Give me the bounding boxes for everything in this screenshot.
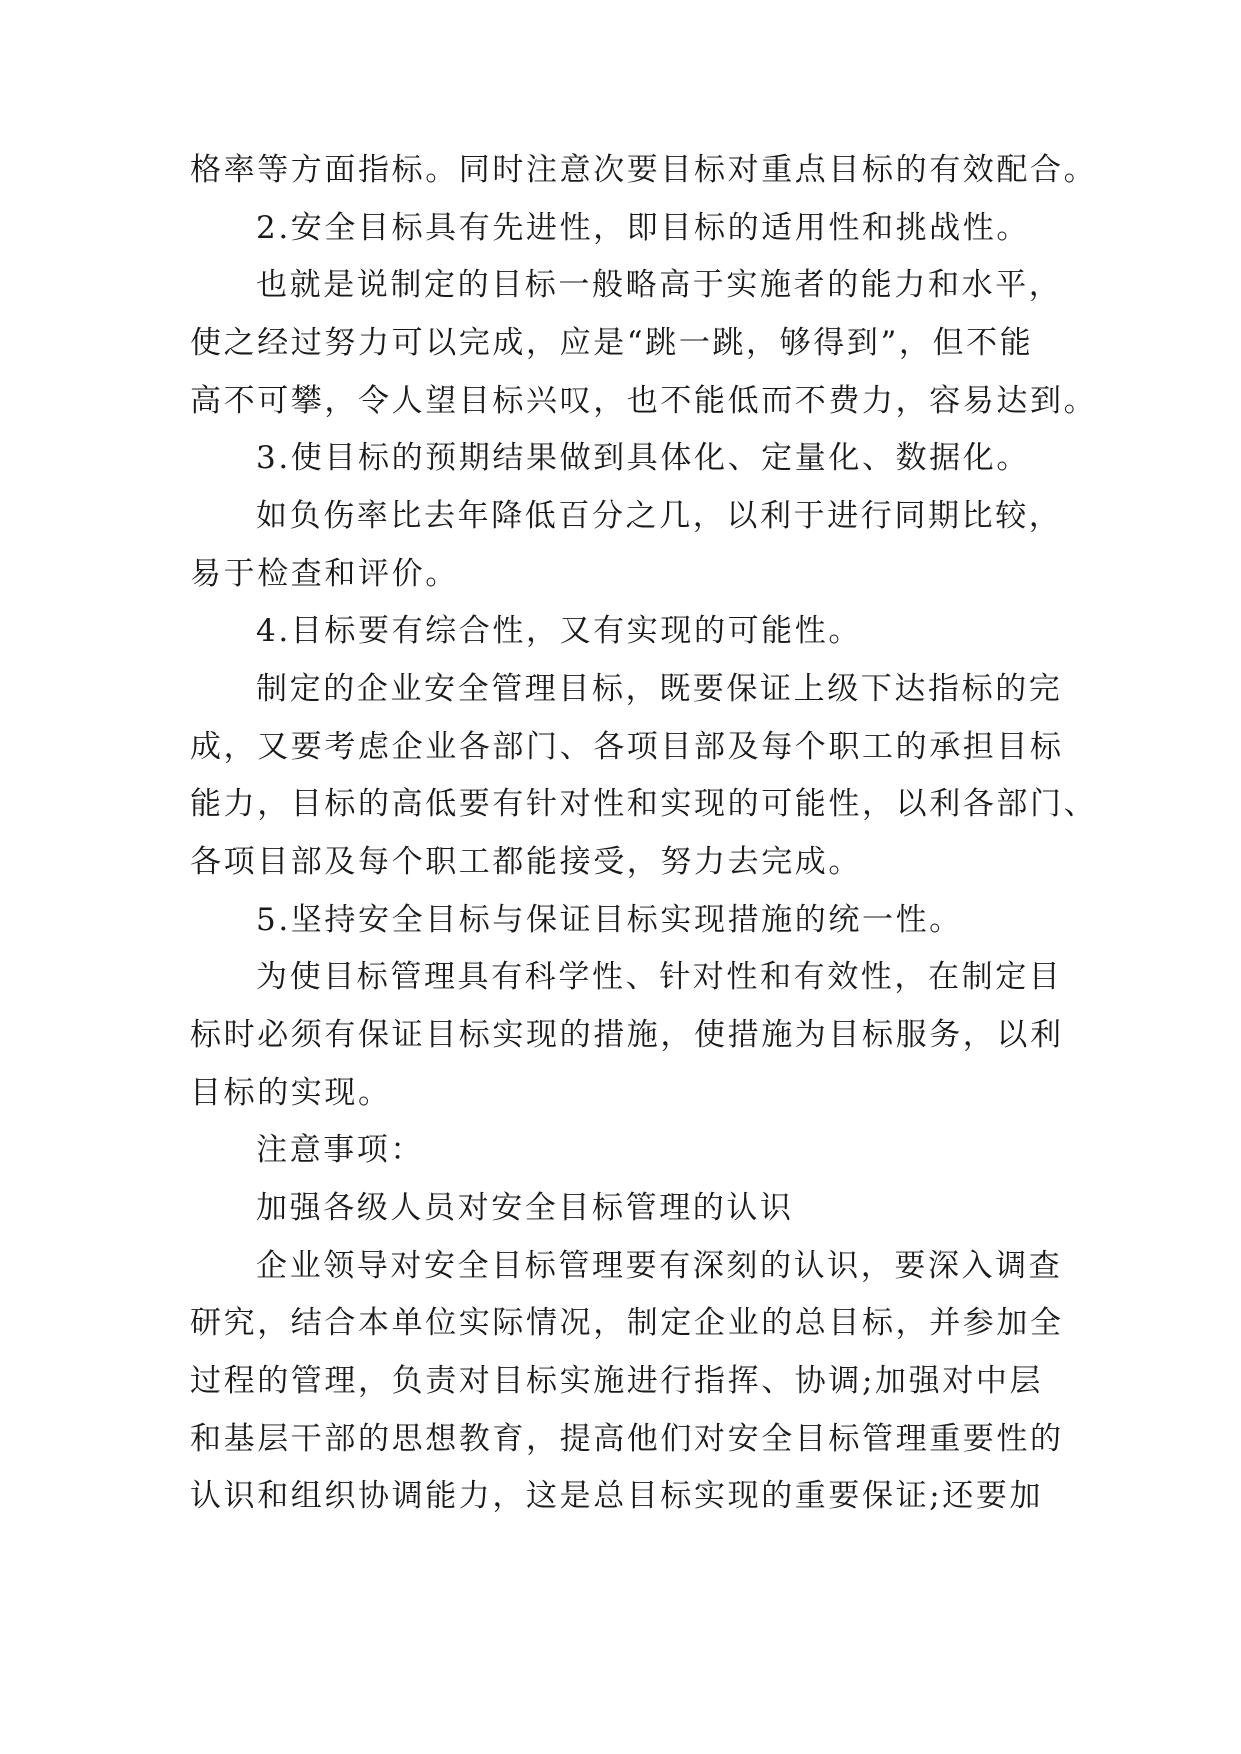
text-line: 为使目标管理具有科学性、针对性和有效性，在制定目 (256, 959, 1063, 995)
text-line: 如负伤率比去年降低百分之几，以利于进行同期比较， (256, 498, 1063, 534)
text-line: 高不可攀，令人望目标兴叹，也不能低而不费力，容易达到。 (190, 383, 1098, 419)
text-line: 各项目部及每个职工都能接受，努力去完成。 (190, 844, 862, 880)
section-label: 注意事项： (256, 1132, 424, 1168)
text-line: 成，又要考虑企业各部门、各项目部及每个职工的承担目标 (190, 729, 1064, 765)
numbered-heading: 4.目标要有综合性，又有实现的可能性。 (256, 613, 862, 649)
text-line: 能力，目标的高低要有针对性和实现的可能性，以利各部门、 (190, 786, 1098, 822)
text-line: 格率等方面指标。同时注意次要目标对重点目标的有效配合。 (190, 152, 1098, 188)
text-line: 标时必须有保证目标实现的措施，使措施为目标服务，以利 (190, 1017, 1064, 1053)
text-line: 研究，结合本单位实际情况，制定企业的总目标，并参加全 (190, 1305, 1064, 1341)
text-line: 和基层干部的思想教育，提高他们对安全目标管理重要性的 (190, 1421, 1064, 1457)
numbered-heading: 2.安全目标具有先进性，即目标的适用性和挑战性。 (256, 210, 1030, 246)
text-line: 制定的企业安全管理目标，既要保证上级下达指标的完 (256, 671, 1063, 707)
text-line: 企业领导对安全目标管理要有深刻的认识，要深入调查 (256, 1248, 1063, 1284)
section-heading: 加强各级人员对安全目标管理的认识 (256, 1190, 794, 1226)
text-line: 易于检查和评价。 (190, 556, 459, 592)
text-line: 也就是说制定的目标一般略高于实施者的能力和水平， (256, 267, 1063, 303)
text-line: 目标的实现。 (190, 1075, 392, 1111)
text-line: 认识和组织协调能力，这是总目标实现的重要保证;还要加 (190, 1478, 1044, 1514)
text-line: 过程的管理，负责对目标实施进行指挥、协调;加强对中层 (190, 1363, 1044, 1399)
numbered-heading: 5.坚持安全目标与保证目标实现措施的统一性。 (256, 902, 963, 938)
numbered-heading: 3.使目标的预期结果做到具体化、定量化、数据化。 (256, 440, 1030, 476)
text-line: 使之经过努力可以完成，应是“跳一跳，够得到”，但不能 (190, 325, 1034, 361)
